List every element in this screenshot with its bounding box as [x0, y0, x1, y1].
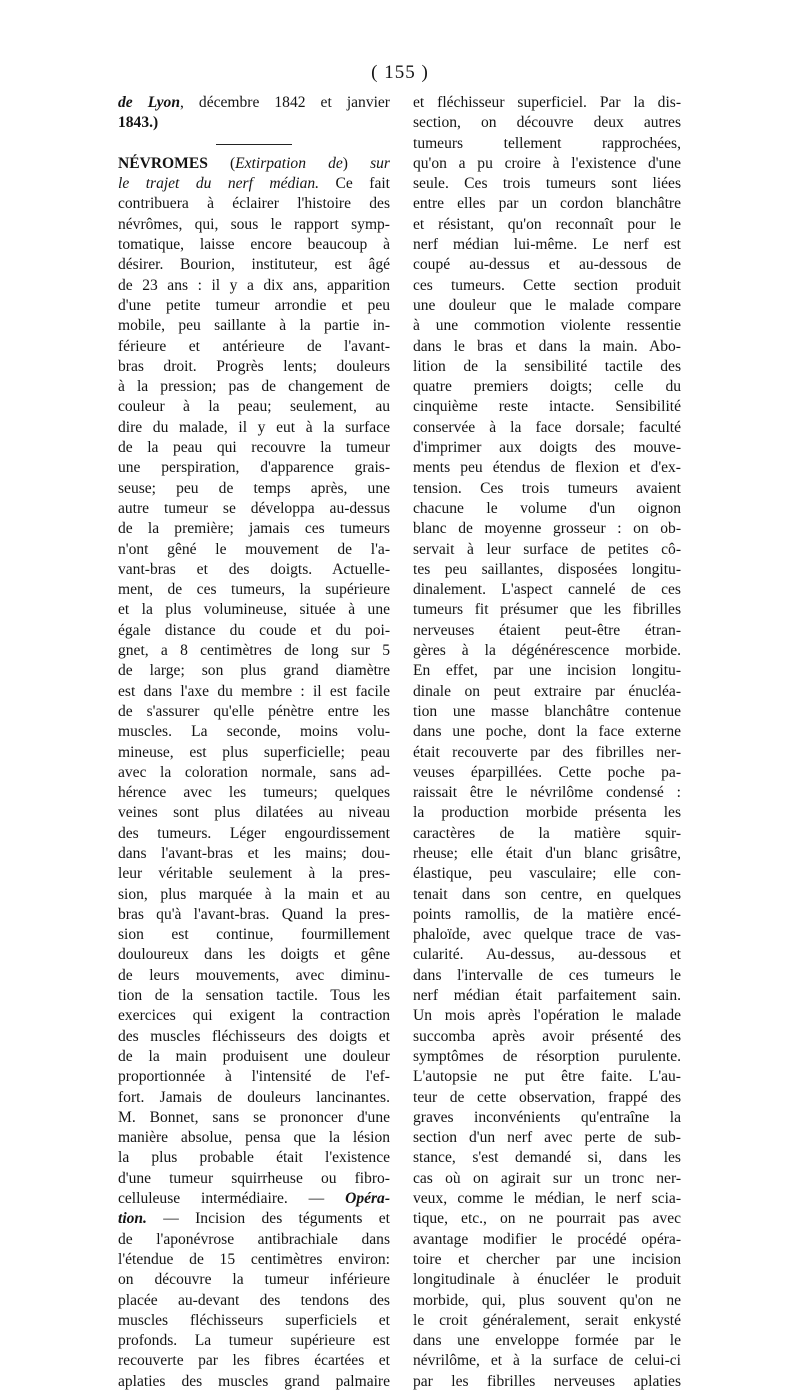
text-line: de large; son plus grand diamètre: [118, 662, 390, 680]
text-line: l'étendue de 15 centimètres environ:: [118, 1250, 390, 1268]
text-line: bras qu'à l'avant-bras. Quand la pres-: [118, 905, 390, 923]
text-line: ments peu étendus de flexion et d'ex-: [413, 459, 681, 477]
text-line: teur de cette observation, frappé des: [413, 1088, 681, 1106]
text-line: exercices qui exigent la contraction: [118, 1007, 390, 1025]
text-line: n'ont gêné le mouvement de l'a-: [118, 540, 390, 558]
text-line: lition de la sensibilité tactile des: [413, 357, 681, 375]
text-line: entre elles par un cordon blanchâtre: [413, 195, 681, 213]
text-line: le trajet du nerf médian. Ce fait: [118, 175, 390, 193]
text-line: férieure et antérieure de l'avant-: [118, 337, 390, 355]
text-line: sion, plus marquée à la main et au: [118, 885, 390, 903]
text-line: muscles. La seconde, moins volu-: [118, 723, 390, 741]
text-line: seule. Ces trois tumeurs sont liées: [413, 175, 681, 193]
text-line: tension. Ces trois tumeurs avaient: [413, 479, 681, 497]
text-line: L'autopsie ne put être faite. L'au-: [413, 1068, 681, 1086]
text-line: veux, comme le médian, le nerf scia-: [413, 1190, 681, 1208]
text-line: désirer. Bourion, instituteur, est âgé: [118, 256, 390, 274]
text-line: proportionnée à l'intensité de l'ef-: [118, 1068, 390, 1086]
section-divider: [118, 134, 390, 154]
text-line: morbide, qui, plus souvent qu'on ne: [413, 1291, 681, 1309]
text-line: servait à leur surface de petites cô-: [413, 540, 681, 558]
text-line: contribuera à éclairer l'histoire des: [118, 195, 390, 213]
text-line: et fléchisseur superficiel. Par la dis-: [413, 94, 681, 111]
text-line: de la main produisent une douleur: [118, 1047, 390, 1065]
text-line: tique, etc., on ne pourrait pas avec: [413, 1210, 681, 1228]
text-line: dans le bras et dans la main. Abo-: [413, 337, 681, 355]
text-line: tomatique, laisse encore beaucoup à: [118, 236, 390, 254]
text-line: avantage modifier le procédé opéra-: [413, 1230, 681, 1248]
text-line: conservée à la face dorsale; faculté: [413, 418, 681, 436]
text-line: tumeurs tellement rapprochées,: [413, 134, 681, 152]
text-line: nerveuses étaient peut-être étran-: [413, 621, 681, 639]
text-line: M. Bonnet, sans se prononcer d'une: [118, 1108, 390, 1126]
text-line: veines sont plus dilatées au niveau: [118, 804, 390, 822]
text-line: dire du malade, il y eut à la surface: [118, 418, 390, 436]
text-line: 1843.): [118, 114, 159, 132]
text-line: cas où on agirait sur un tronc ner-: [413, 1169, 681, 1187]
text-line: le croit généralement, serait enkysté: [413, 1311, 681, 1329]
text-line: sion est continue, fourmillement: [118, 926, 390, 944]
text-line: la plus probable était l'existence: [118, 1149, 390, 1167]
text-line: d'une tumeur squirrheuse ou fibro-: [118, 1169, 390, 1187]
text-line: dinale on peut extraire par énucléa-: [413, 682, 681, 700]
text-line: de Lyon, décembre 1842 et janvier: [118, 94, 390, 111]
text-line: raissait être le névrilôme condensé :: [413, 784, 681, 802]
text-line: dans une poche, dont la face externe: [413, 723, 681, 741]
text-line: avec la coloration normale, sans ad-: [118, 763, 390, 781]
text-line: seuse; peu de temps après, une: [118, 479, 390, 497]
text-line: à la pression; pas de changement de: [118, 378, 390, 396]
text-line: dans l'avant-bras et les mains; dou-: [118, 844, 390, 862]
text-line: de la première; jamais ces tumeurs: [118, 520, 390, 538]
text-line: blanc de moyenne grosseur : on ob-: [413, 520, 681, 538]
text-line: phaloïde, avec quelque trace de vas-: [413, 926, 681, 944]
text-line: longitudinale à énucléer le produit: [413, 1271, 681, 1289]
text-line: placée au-devant des tendons des: [118, 1291, 390, 1309]
text-line: une perspiration, d'apparence grais-: [118, 459, 390, 477]
text-line: mineuse, est plus superficielle; peau: [118, 743, 390, 761]
text-line: tes peu saillantes, disposées longitu-: [413, 560, 681, 578]
text-line: on découvre la tumeur inférieure: [118, 1271, 390, 1289]
text-line: dans une enveloppe formée par le: [413, 1332, 681, 1350]
text-line: rheuse; elle était d'un blanc grisâtre,: [413, 844, 681, 862]
text-line: couleur à la peau; seulement, au: [118, 398, 390, 416]
text-line: tumeurs fit présumer que les fibrilles: [413, 601, 681, 619]
text-line: cinquième reste intacte. Sensibilité: [413, 398, 681, 416]
text-line: névrilôme, et à la surface de celui-ci: [413, 1352, 681, 1370]
text-line: nerf médian lui-même. Le nerf est: [413, 236, 681, 254]
text-line: coupé au-dessus et au-dessous de: [413, 256, 681, 274]
text-line: En effet, par une incision longitu-: [413, 662, 681, 680]
text-line: et la plus volumineuse, située à une: [118, 601, 390, 619]
text-line: vant-bras et des doigts. Actuelle-: [118, 560, 390, 578]
text-line: profonds. La tumeur supérieure est: [118, 1332, 390, 1350]
text-line: qu'on a pu croire à l'existence d'une: [413, 154, 681, 172]
text-line: tion une masse blanchâtre contenue: [413, 702, 681, 720]
text-line: ment, de ces tumeurs, la supérieure: [118, 581, 390, 599]
right-text-column: [413, 93, 681, 1392]
text-line: caractères de la matière squir-: [413, 824, 681, 842]
text-line: cularité. Au-dessus, au-dessous et: [413, 946, 681, 964]
text-line: de 23 ans : il y a dix ans, apparition: [118, 276, 390, 294]
text-line: veuses éparpillées. Cette poche pa-: [413, 763, 681, 781]
text-line: stance, s'est demandé si, dans les: [413, 1149, 681, 1167]
text-line: d'une petite tumeur arrondie et peu: [118, 296, 390, 314]
text-line: points ramollis, de la matière encé-: [413, 905, 681, 923]
text-line: section d'un nerf avec perte de sub-: [413, 1129, 681, 1147]
text-line: de la peau qui recouvre la tumeur: [118, 439, 390, 457]
text-line: graves inconvénients qu'entraîne la: [413, 1108, 681, 1126]
text-line: était recouverte par des fibrilles ner-: [413, 743, 681, 761]
text-line: douloureux dans les doigts et gêne: [118, 946, 390, 964]
text-line: muscles fléchisseurs superficiels et: [118, 1311, 390, 1329]
text-line: fort. Jamais de douleurs lancinantes.: [118, 1088, 390, 1106]
text-line: par les fibrilles nerveuses aplaties: [413, 1372, 681, 1390]
text-line: NÉVROMES (Extirpation de) sur: [118, 154, 390, 172]
text-line: celluleuse intermédiaire. — Opéra-: [118, 1190, 390, 1208]
text-line: est dans l'axe du membre : il est facile: [118, 682, 390, 700]
text-line: gnet, a 8 centimètres de long sur 5: [118, 642, 390, 660]
text-line: Un mois après l'opération le malade: [413, 1007, 681, 1025]
text-line: de leurs mouvements, avec diminu-: [118, 966, 390, 984]
page-number: ( 155 ): [371, 62, 429, 83]
text-line: d'imprimer aux doigts des mouve-: [413, 439, 681, 457]
text-line: hérence avec les tumeurs; quelques: [118, 784, 390, 802]
text-line: quatre premiers doigts; celle du: [413, 378, 681, 396]
text-line: section, on découvre deux autres: [413, 114, 681, 132]
text-line: manière absolue, pensa que la lésion: [118, 1129, 390, 1147]
text-line: élastique, peu vasculaire; elle con-: [413, 865, 681, 883]
text-line: de s'assurer qu'elle pénètre entre les: [118, 702, 390, 720]
text-line: et résistant, qu'on reconnaît pour le: [413, 215, 681, 233]
text-line: dinalement. L'aspect cannelé de ces: [413, 581, 681, 599]
text-line: tenait dans son centre, en quelques: [413, 885, 681, 903]
text-line: recouverte par les fibres écartées et: [118, 1352, 390, 1370]
text-line: aplaties des muscles grand palmaire: [118, 1372, 390, 1390]
text-line: des tumeurs. Léger engourdissement: [118, 824, 390, 842]
text-line: leur véritable seulement à la pres-: [118, 865, 390, 883]
text-line: égale distance du coude et du poi-: [118, 621, 390, 639]
left-text-column: [118, 93, 390, 1392]
text-line: la production morbide présenta les: [413, 804, 681, 822]
text-line: à une commotion violente ressentie: [413, 317, 681, 335]
text-line: mobile, peu saillante à la partie in-: [118, 317, 390, 335]
text-line: de l'aponévrose antibrachiale dans: [118, 1230, 390, 1248]
text-line: chacune le volume d'un oignon: [413, 499, 681, 517]
text-line: autre tumeur se développa au-dessus: [118, 499, 390, 517]
text-line: bras droit. Progrès lents; douleurs: [118, 357, 390, 375]
text-line: tion de la sensation tactile. Tous les: [118, 987, 390, 1005]
text-line: une douleur que le malade compare: [413, 296, 681, 314]
text-line: dans l'intervalle de ces tumeurs le: [413, 966, 681, 984]
text-line: symptômes de résorption purulente.: [413, 1047, 681, 1065]
text-line: nerf médian était parfaitement sain.: [413, 987, 681, 1005]
text-line: ces tumeurs. Cette section produit: [413, 276, 681, 294]
text-line: toire et chercher par une incision: [413, 1250, 681, 1268]
text-line: succomba après avoir présenté des: [413, 1027, 681, 1045]
text-line: gères à la dégénérescence morbide.: [413, 642, 681, 660]
text-line: névrômes, qui, sous le rapport symp-: [118, 215, 390, 233]
text-line: des muscles fléchisseurs des doigts et: [118, 1027, 390, 1045]
text-line: tion. — Incision des téguments et: [118, 1210, 390, 1228]
